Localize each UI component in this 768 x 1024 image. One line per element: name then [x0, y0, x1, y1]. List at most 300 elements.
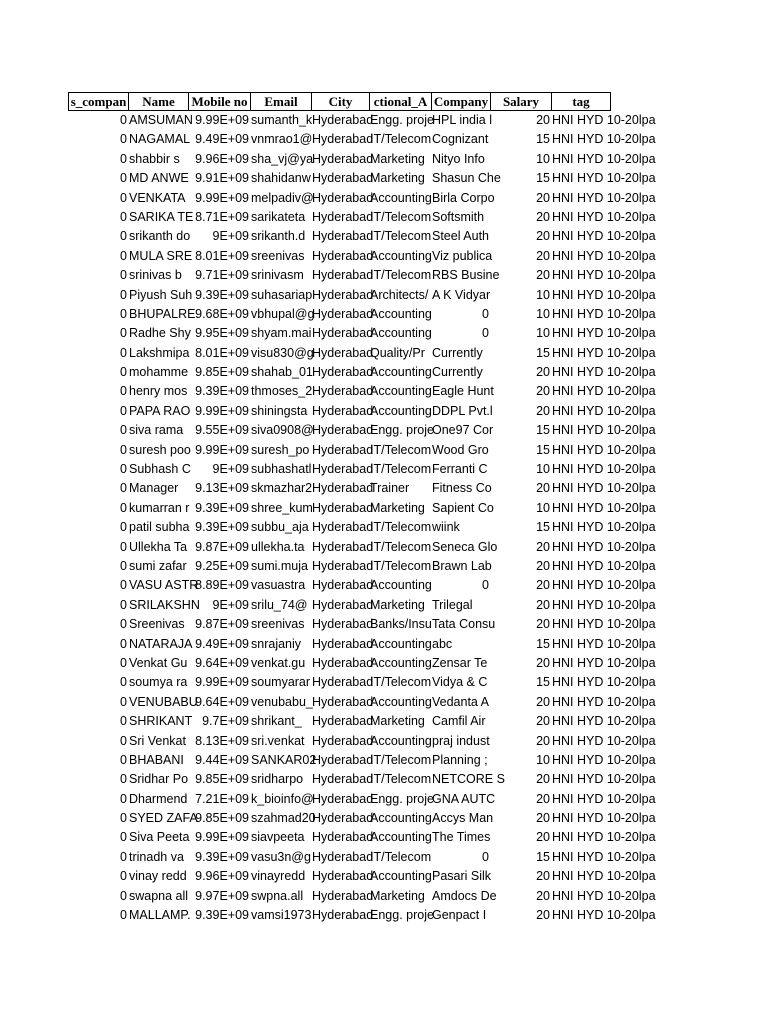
s-compan-cell[interactable]: 0 — [120, 209, 127, 224]
name-cell[interactable]: swapna all — [129, 888, 189, 903]
functional-area-cell[interactable]: Accounting — [370, 365, 432, 380]
salary-cell[interactable]: 20 — [536, 578, 550, 593]
city-cell[interactable]: Hyderabad — [312, 462, 374, 477]
s-compan-cell[interactable]: 0 — [120, 365, 127, 380]
s-compan-cell[interactable]: 0 — [120, 520, 127, 535]
email-cell[interactable]: vnmrao1@ — [251, 132, 313, 147]
s-compan-cell[interactable]: 0 — [120, 675, 127, 690]
name-cell[interactable]: SYED ZAFA — [129, 811, 198, 826]
city-cell[interactable]: Hyderabad — [312, 481, 374, 496]
name-cell[interactable]: soumya ra — [129, 675, 188, 690]
name-cell[interactable]: NAGAMAL — [129, 132, 191, 147]
company-cell[interactable]: Currently — [432, 365, 483, 380]
name-cell[interactable]: Dharmend — [129, 791, 188, 806]
email-cell[interactable]: sreenivas — [251, 248, 305, 263]
city-cell[interactable]: Hyderabad — [312, 636, 374, 651]
s-compan-cell[interactable]: 0 — [120, 539, 127, 554]
salary-cell[interactable]: 20 — [536, 113, 550, 127]
city-cell[interactable]: Hyderabad — [312, 171, 374, 186]
s-compan-cell[interactable]: 0 — [120, 287, 127, 302]
city-cell[interactable]: Hyderabad — [312, 694, 374, 709]
email-cell[interactable]: siva0908@ — [251, 423, 314, 438]
city-cell[interactable]: Hyderabad — [312, 578, 374, 593]
company-cell[interactable]: praj indust — [432, 733, 490, 748]
tag-cell[interactable]: HNI HYD 10-20lpa — [552, 384, 656, 399]
company-cell[interactable]: HPL india l — [432, 113, 492, 127]
city-cell[interactable]: Hyderabad — [312, 365, 374, 380]
s-compan-cell[interactable]: 0 — [120, 462, 127, 477]
name-cell[interactable]: SHRIKANT — [129, 714, 193, 729]
email-cell[interactable]: shahidanw — [251, 171, 311, 186]
company-cell[interactable]: Amdocs De — [432, 888, 497, 903]
city-cell[interactable]: Hyderabad — [312, 733, 374, 748]
email-cell[interactable]: shrikant_ — [251, 714, 302, 729]
company-cell[interactable]: GNA AUTC — [432, 791, 496, 806]
tag-cell[interactable]: HNI HYD 10-20lpa — [552, 326, 656, 341]
name-cell[interactable]: patil subha — [129, 520, 190, 535]
s-compan-cell[interactable]: 0 — [120, 306, 127, 321]
tag-cell[interactable]: HNI HYD 10-20lpa — [552, 908, 656, 923]
s-compan-cell[interactable]: 0 — [120, 384, 127, 399]
mobile-cell[interactable]: 9.7E+09 — [202, 714, 249, 729]
name-cell[interactable]: srikanth do — [129, 229, 191, 244]
email-cell[interactable]: sumanth_k — [251, 113, 313, 127]
s-compan-cell[interactable]: 0 — [120, 869, 127, 884]
city-cell[interactable]: Hyderabad — [312, 287, 374, 302]
functional-area-cell[interactable]: Engg. proje — [370, 791, 434, 806]
name-cell[interactable]: Subhash C — [129, 462, 191, 477]
tag-cell[interactable]: HNI HYD 10-20lpa — [552, 190, 656, 205]
salary-cell[interactable]: 10 — [536, 752, 550, 767]
email-cell[interactable]: vamsi1973 — [251, 908, 312, 923]
s-compan-cell[interactable]: 0 — [120, 248, 127, 263]
mobile-cell[interactable]: 7.21E+09 — [195, 791, 249, 806]
company-cell[interactable]: abc — [432, 636, 453, 651]
functional-area-cell[interactable]: Architects/ — [370, 287, 429, 302]
salary-cell[interactable]: 20 — [536, 830, 550, 845]
email-cell[interactable]: srilu_74@ — [251, 597, 308, 612]
salary-cell[interactable]: 15 — [536, 849, 550, 864]
city-cell[interactable]: Hyderabad — [312, 151, 374, 166]
company-cell[interactable]: One97 Cor — [432, 423, 494, 438]
tag-cell[interactable]: HNI HYD 10-20lpa — [552, 171, 656, 186]
email-cell[interactable]: ullekha.ta — [251, 539, 305, 554]
functional-area-cell[interactable]: Banks/Insu — [370, 617, 432, 632]
company-cell[interactable]: 0 — [482, 849, 489, 864]
company-cell[interactable]: Pasari Silk — [432, 869, 492, 884]
salary-cell[interactable]: 20 — [536, 209, 550, 224]
email-cell[interactable]: szahmad20 — [251, 811, 316, 826]
mobile-cell[interactable]: 9.85E+09 — [195, 365, 249, 380]
salary-cell[interactable]: 20 — [536, 714, 550, 729]
column-header[interactable]: Email — [250, 92, 311, 111]
company-cell[interactable]: Brawn Lab — [432, 558, 492, 573]
s-compan-cell[interactable]: 0 — [120, 849, 127, 864]
city-cell[interactable]: Hyderabad — [312, 675, 374, 690]
email-cell[interactable]: shahab_01 — [251, 365, 313, 380]
city-cell[interactable]: Hyderabad — [312, 520, 374, 535]
name-cell[interactable]: Ullekha Ta — [129, 539, 188, 554]
company-cell[interactable]: Eagle Hunt — [432, 384, 494, 399]
mobile-cell[interactable]: 9.64E+09 — [195, 694, 249, 709]
email-cell[interactable]: srikanth.d — [251, 229, 306, 244]
city-cell[interactable]: Hyderabad — [312, 384, 374, 399]
name-cell[interactable]: henry mos — [129, 384, 188, 399]
salary-cell[interactable]: 15 — [536, 132, 550, 147]
email-cell[interactable]: sri.venkat — [251, 733, 305, 748]
functional-area-cell[interactable]: Engg. proje — [370, 908, 434, 923]
tag-cell[interactable]: HNI HYD 10-20lpa — [552, 151, 656, 166]
company-cell[interactable]: Viz publica — [432, 248, 493, 263]
salary-cell[interactable]: 20 — [536, 597, 550, 612]
functional-area-cell[interactable]: IT/Telecom — [370, 752, 432, 767]
mobile-cell[interactable]: 8.71E+09 — [195, 209, 249, 224]
s-compan-cell[interactable]: 0 — [120, 326, 127, 341]
s-compan-cell[interactable]: 0 — [120, 830, 127, 845]
functional-area-cell[interactable]: Engg. proje — [370, 113, 434, 127]
tag-cell[interactable]: HNI HYD 10-20lpa — [552, 830, 656, 845]
mobile-cell[interactable]: 9.49E+09 — [195, 636, 249, 651]
company-cell[interactable]: Camfil Air — [432, 714, 486, 729]
city-cell[interactable]: Hyderabad — [312, 132, 374, 147]
name-cell[interactable]: Sreenivas — [129, 617, 185, 632]
mobile-cell[interactable]: 9.49E+09 — [195, 132, 249, 147]
tag-cell[interactable]: HNI HYD 10-20lpa — [552, 229, 656, 244]
s-compan-cell[interactable]: 0 — [120, 617, 127, 632]
email-cell[interactable]: vinayredd — [251, 869, 306, 884]
tag-cell[interactable]: HNI HYD 10-20lpa — [552, 578, 656, 593]
name-cell[interactable]: sumi zafar — [129, 558, 187, 573]
functional-area-cell[interactable]: Accounting — [370, 384, 432, 399]
mobile-cell[interactable]: 9.25E+09 — [195, 558, 249, 573]
city-cell[interactable]: Hyderabad — [312, 442, 374, 457]
s-compan-cell[interactable]: 0 — [120, 403, 127, 418]
salary-cell[interactable]: 15 — [536, 636, 550, 651]
email-cell[interactable]: thmoses_2 — [251, 384, 313, 399]
mobile-cell[interactable]: 9.97E+09 — [195, 888, 249, 903]
tag-cell[interactable]: HNI HYD 10-20lpa — [552, 132, 656, 147]
mobile-cell[interactable]: 9E+09 — [212, 597, 249, 612]
company-cell[interactable]: Vedanta A — [432, 694, 490, 709]
s-compan-cell[interactable]: 0 — [120, 888, 127, 903]
email-cell[interactable]: srinivasm — [251, 268, 304, 283]
salary-cell[interactable]: 20 — [536, 655, 550, 670]
functional-area-cell[interactable]: Marketing — [370, 714, 425, 729]
functional-area-cell[interactable]: Quality/Pr — [370, 345, 425, 360]
mobile-cell[interactable]: 9.99E+09 — [195, 190, 249, 205]
city-cell[interactable]: Hyderabad — [312, 229, 374, 244]
s-compan-cell[interactable]: 0 — [120, 481, 127, 496]
column-header[interactable]: tag — [551, 92, 611, 111]
functional-area-cell[interactable]: Marketing — [370, 597, 425, 612]
tag-cell[interactable]: HNI HYD 10-20lpa — [552, 675, 656, 690]
company-cell[interactable]: Trilegal — [432, 597, 473, 612]
salary-cell[interactable]: 15 — [536, 442, 550, 457]
salary-cell[interactable]: 10 — [536, 151, 550, 166]
name-cell[interactable]: Venkat Gu — [129, 655, 188, 670]
tag-cell[interactable]: HNI HYD 10-20lpa — [552, 248, 656, 263]
functional-area-cell[interactable]: IT/Telecom — [370, 209, 432, 224]
city-cell[interactable]: Hyderabad — [312, 849, 374, 864]
tag-cell[interactable]: HNI HYD 10-20lpa — [552, 287, 656, 302]
salary-cell[interactable]: 20 — [536, 772, 550, 787]
name-cell[interactable]: srinivas b — [129, 268, 182, 283]
name-cell[interactable]: Sri Venkat — [129, 733, 186, 748]
city-cell[interactable]: Hyderabad — [312, 830, 374, 845]
mobile-cell[interactable]: 8.01E+09 — [195, 248, 249, 263]
s-compan-cell[interactable]: 0 — [120, 151, 127, 166]
city-cell[interactable]: Hyderabad — [312, 345, 374, 360]
company-cell[interactable]: The Times — [432, 830, 491, 845]
functional-area-cell[interactable]: Trainer — [370, 481, 410, 496]
salary-cell[interactable]: 20 — [536, 558, 550, 573]
mobile-cell[interactable]: 9.71E+09 — [195, 268, 249, 283]
tag-cell[interactable]: HNI HYD 10-20lpa — [552, 849, 656, 864]
name-cell[interactable]: MALLAMP. — [129, 908, 191, 923]
salary-cell[interactable]: 10 — [536, 500, 550, 515]
tag-cell[interactable]: HNI HYD 10-20lpa — [552, 539, 656, 554]
company-cell[interactable]: NETCORE S — [432, 772, 505, 787]
salary-cell[interactable]: 20 — [536, 229, 550, 244]
functional-area-cell[interactable]: Accounting — [370, 811, 432, 826]
company-cell[interactable]: Fitness Co — [432, 481, 492, 496]
city-cell[interactable]: Hyderabad — [312, 869, 374, 884]
functional-area-cell[interactable]: Marketing — [370, 500, 425, 515]
company-cell[interactable]: Sapient Co — [432, 500, 494, 515]
email-cell[interactable]: visu830@g — [251, 345, 314, 360]
company-cell[interactable]: RBS Busine — [432, 268, 500, 283]
functional-area-cell[interactable]: IT/Telecom — [370, 442, 432, 457]
s-compan-cell[interactable]: 0 — [120, 655, 127, 670]
s-compan-cell[interactable]: 0 — [120, 268, 127, 283]
tag-cell[interactable]: HNI HYD 10-20lpa — [552, 500, 656, 515]
city-cell[interactable]: Hyderabad — [312, 539, 374, 554]
company-cell[interactable]: Cognizant — [432, 132, 489, 147]
tag-cell[interactable]: HNI HYD 10-20lpa — [552, 209, 656, 224]
functional-area-cell[interactable]: Accounting — [370, 733, 432, 748]
city-cell[interactable]: Hyderabad — [312, 655, 374, 670]
city-cell[interactable]: Hyderabad — [312, 190, 374, 205]
email-cell[interactable]: sumi.muja — [251, 558, 308, 573]
company-cell[interactable]: Softsmith — [432, 209, 485, 224]
salary-cell[interactable]: 20 — [536, 365, 550, 380]
city-cell[interactable]: Hyderabad — [312, 306, 374, 321]
name-cell[interactable]: BHUPALRE — [129, 306, 196, 321]
company-cell[interactable]: Steel Auth — [432, 229, 489, 244]
name-cell[interactable]: MD ANWE — [129, 171, 189, 186]
tag-cell[interactable]: HNI HYD 10-20lpa — [552, 365, 656, 380]
tag-cell[interactable]: HNI HYD 10-20lpa — [552, 113, 656, 127]
name-cell[interactable]: vinay redd — [129, 869, 187, 884]
salary-cell[interactable]: 15 — [536, 423, 550, 438]
email-cell[interactable]: subhashatl — [251, 462, 312, 477]
mobile-cell[interactable]: 9.85E+09 — [195, 772, 249, 787]
company-cell[interactable]: Accys Man — [432, 811, 494, 826]
tag-cell[interactable]: HNI HYD 10-20lpa — [552, 462, 656, 477]
email-cell[interactable]: vbhupal@g — [251, 306, 315, 321]
email-cell[interactable]: sridharpo — [251, 772, 304, 787]
functional-area-cell[interactable]: Accounting — [370, 190, 432, 205]
salary-cell[interactable]: 20 — [536, 384, 550, 399]
s-compan-cell[interactable]: 0 — [120, 752, 127, 767]
salary-cell[interactable]: 20 — [536, 694, 550, 709]
s-compan-cell[interactable]: 0 — [120, 772, 127, 787]
company-cell[interactable]: Shasun Che — [432, 171, 501, 186]
s-compan-cell[interactable]: 0 — [120, 190, 127, 205]
salary-cell[interactable]: 10 — [536, 326, 550, 341]
tag-cell[interactable]: HNI HYD 10-20lpa — [552, 752, 656, 767]
company-cell[interactable]: Genpact I — [432, 908, 487, 923]
company-cell[interactable]: Seneca Glo — [432, 539, 498, 554]
functional-area-cell[interactable]: Accounting — [370, 869, 432, 884]
functional-area-cell[interactable]: IT/Telecom — [370, 772, 432, 787]
s-compan-cell[interactable]: 0 — [120, 694, 127, 709]
email-cell[interactable]: shiningsta — [251, 403, 308, 418]
mobile-cell[interactable]: 9.39E+09 — [195, 849, 249, 864]
s-compan-cell[interactable]: 0 — [120, 908, 127, 923]
mobile-cell[interactable]: 9.99E+09 — [195, 675, 249, 690]
name-cell[interactable]: AMSUMAN — [129, 113, 193, 127]
tag-cell[interactable]: HNI HYD 10-20lpa — [552, 558, 656, 573]
salary-cell[interactable]: 15 — [536, 345, 550, 360]
mobile-cell[interactable]: 9.64E+09 — [195, 655, 249, 670]
name-cell[interactable]: mohamme — [129, 365, 189, 380]
s-compan-cell[interactable]: 0 — [120, 558, 127, 573]
functional-area-cell[interactable]: Accounting — [370, 830, 432, 845]
email-cell[interactable]: skmazhar2 — [251, 481, 313, 496]
mobile-cell[interactable]: 9.99E+09 — [195, 403, 249, 418]
column-header[interactable]: Name — [128, 92, 188, 111]
s-compan-cell[interactable]: 0 — [120, 597, 127, 612]
mobile-cell[interactable]: 9.39E+09 — [195, 908, 249, 923]
email-cell[interactable]: snrajaniy — [251, 636, 302, 651]
functional-area-cell[interactable]: Accounting — [370, 578, 432, 593]
salary-cell[interactable]: 10 — [536, 462, 550, 477]
column-header[interactable]: Mobile no — [188, 92, 250, 111]
name-cell[interactable]: trinadh va — [129, 849, 184, 864]
s-compan-cell[interactable]: 0 — [120, 578, 127, 593]
tag-cell[interactable]: HNI HYD 10-20lpa — [552, 714, 656, 729]
functional-area-cell[interactable]: IT/Telecom — [370, 268, 432, 283]
mobile-cell[interactable]: 9.39E+09 — [195, 520, 249, 535]
city-cell[interactable]: Hyderabad — [312, 772, 374, 787]
salary-cell[interactable]: 15 — [536, 171, 550, 186]
functional-area-cell[interactable]: IT/Telecom — [370, 132, 432, 147]
email-cell[interactable]: venkat.gu — [251, 655, 306, 670]
salary-cell[interactable]: 20 — [536, 268, 550, 283]
name-cell[interactable]: PAPA RAO — [129, 403, 191, 418]
mobile-cell[interactable]: 9.55E+09 — [195, 423, 249, 438]
functional-area-cell[interactable]: IT/Telecom — [370, 675, 432, 690]
functional-area-cell[interactable]: IT/Telecom — [370, 558, 432, 573]
column-header[interactable]: City — [311, 92, 369, 111]
city-cell[interactable]: Hyderabad — [312, 248, 374, 263]
city-cell[interactable]: Hyderabad — [312, 209, 374, 224]
city-cell[interactable]: Hyderabad — [312, 268, 374, 283]
email-cell[interactable]: SANKAR02 — [251, 752, 317, 767]
name-cell[interactable]: suresh poo — [129, 442, 191, 457]
salary-cell[interactable]: 20 — [536, 481, 550, 496]
mobile-cell[interactable]: 9.95E+09 — [195, 326, 249, 341]
email-cell[interactable]: swpna.all — [251, 888, 304, 903]
tag-cell[interactable]: HNI HYD 10-20lpa — [552, 520, 656, 535]
functional-area-cell[interactable]: Accounting — [370, 248, 432, 263]
email-cell[interactable]: siavpeeta — [251, 830, 305, 845]
functional-area-cell[interactable]: Accounting — [370, 306, 432, 321]
salary-cell[interactable]: 20 — [536, 403, 550, 418]
functional-area-cell[interactable]: Accounting — [370, 636, 432, 651]
email-cell[interactable]: shyam.mai — [251, 326, 312, 341]
name-cell[interactable]: Sridhar Po — [129, 772, 189, 787]
salary-cell[interactable]: 10 — [536, 287, 550, 302]
company-cell[interactable]: Planning ; — [432, 752, 488, 767]
company-cell[interactable]: Currently — [432, 345, 483, 360]
city-cell[interactable]: Hyderabad — [312, 326, 374, 341]
functional-area-cell[interactable]: Marketing — [370, 888, 425, 903]
mobile-cell[interactable]: 9.96E+09 — [195, 869, 249, 884]
name-cell[interactable]: VENUBABU — [129, 694, 198, 709]
company-cell[interactable]: DDPL Pvt.l — [432, 403, 493, 418]
mobile-cell[interactable]: 9.87E+09 — [195, 539, 249, 554]
city-cell[interactable]: Hyderabad — [312, 403, 374, 418]
tag-cell[interactable]: HNI HYD 10-20lpa — [552, 481, 656, 496]
email-cell[interactable]: vasuastra — [251, 578, 306, 593]
city-cell[interactable]: Hyderabad — [312, 617, 374, 632]
s-compan-cell[interactable]: 0 — [120, 791, 127, 806]
email-cell[interactable]: subbu_aja — [251, 520, 309, 535]
mobile-cell[interactable]: 9.91E+09 — [195, 171, 249, 186]
city-cell[interactable]: Hyderabad — [312, 500, 374, 515]
salary-cell[interactable]: 20 — [536, 791, 550, 806]
mobile-cell[interactable]: 9.99E+09 — [195, 442, 249, 457]
salary-cell[interactable]: 20 — [536, 908, 550, 923]
functional-area-cell[interactable]: Marketing — [370, 151, 425, 166]
city-cell[interactable]: Hyderabad — [312, 791, 374, 806]
tag-cell[interactable]: HNI HYD 10-20lpa — [552, 869, 656, 884]
name-cell[interactable]: Siva Peeta — [129, 830, 190, 845]
salary-cell[interactable]: 20 — [536, 617, 550, 632]
column-header[interactable]: s_compan — [68, 92, 128, 111]
tag-cell[interactable]: HNI HYD 10-20lpa — [552, 617, 656, 632]
s-compan-cell[interactable]: 0 — [120, 171, 127, 186]
mobile-cell[interactable]: 9.68E+09 — [195, 306, 249, 321]
name-cell[interactable]: BHABANI — [129, 752, 184, 767]
functional-area-cell[interactable]: IT/Telecom — [370, 849, 432, 864]
s-compan-cell[interactable]: 0 — [120, 714, 127, 729]
salary-cell[interactable]: 20 — [536, 248, 550, 263]
mobile-cell[interactable]: 8.13E+09 — [195, 733, 249, 748]
functional-area-cell[interactable]: IT/Telecom — [370, 520, 432, 535]
name-cell[interactable]: NATARAJA — [129, 636, 193, 651]
city-cell[interactable]: Hyderabad — [312, 811, 374, 826]
email-cell[interactable]: sreenivas — [251, 617, 305, 632]
mobile-cell[interactable]: 9.96E+09 — [195, 151, 249, 166]
email-cell[interactable]: soumyarar — [251, 675, 311, 690]
company-cell[interactable]: Nityo Info — [432, 151, 485, 166]
mobile-cell[interactable]: 9E+09 — [212, 462, 249, 477]
name-cell[interactable]: SRILAKSHN — [129, 597, 200, 612]
city-cell[interactable]: Hyderabad — [312, 113, 374, 127]
salary-cell[interactable]: 20 — [536, 539, 550, 554]
column-header[interactable]: ctional_A — [369, 92, 431, 111]
functional-area-cell[interactable]: Accounting — [370, 326, 432, 341]
company-cell[interactable]: Tata Consu — [432, 617, 496, 632]
mobile-cell[interactable]: 9.39E+09 — [195, 287, 249, 302]
name-cell[interactable]: shabbir s — [129, 151, 180, 166]
name-cell[interactable]: SARIKA TE — [129, 209, 194, 224]
name-cell[interactable]: siva rama — [129, 423, 184, 438]
mobile-cell[interactable]: 9.99E+09 — [195, 830, 249, 845]
